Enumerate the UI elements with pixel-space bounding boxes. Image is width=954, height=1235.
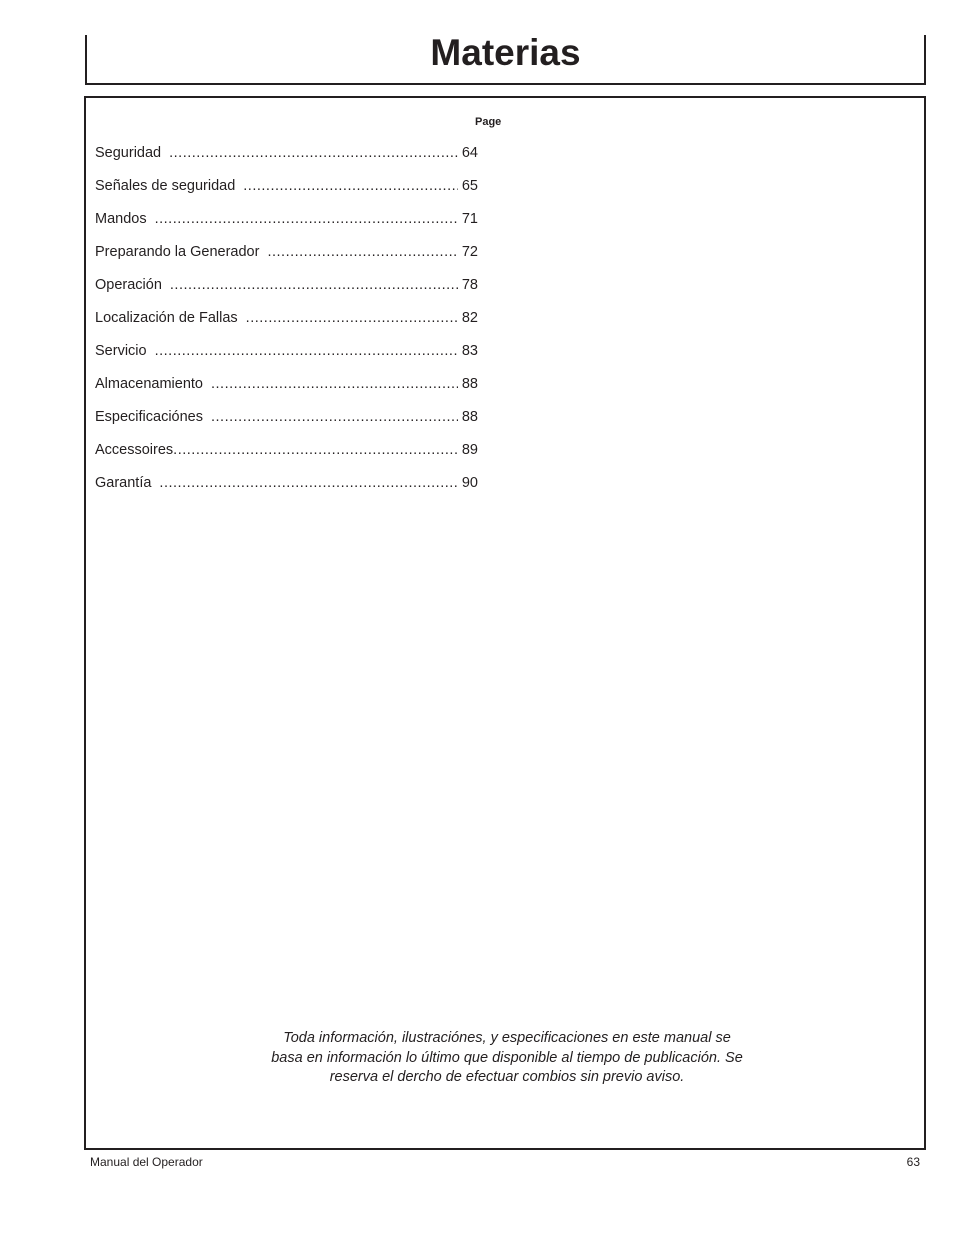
leader-dots (267, 242, 457, 262)
toc-entry-label: Preparando la Generador (95, 244, 260, 260)
leader-dots (173, 440, 458, 460)
toc-entry-label: Mandos (95, 211, 147, 227)
leader-dots (155, 209, 458, 229)
footer-manual-name: Manual del Operador (90, 1155, 203, 1169)
toc-entry-label: Especificaciónes (95, 409, 203, 425)
toc-entry-label: Señales de seguridad (95, 178, 236, 194)
leader-dots (211, 374, 458, 394)
toc-entry-page: 64 (461, 145, 478, 161)
leader-dots (170, 275, 458, 295)
toc-entry-page: 65 (461, 178, 478, 194)
toc-entry-label: Accessoires (95, 442, 174, 458)
toc-entry[interactable] (95, 473, 478, 506)
toc-entry-page: 78 (461, 277, 478, 293)
toc-entry-label: Garantía (95, 475, 152, 491)
disclaimer-line: Toda información, ilustraciónes, y especificaciones en este manual se (283, 1030, 731, 1046)
page-column-header: Page (475, 116, 502, 128)
toc-entry-page: 71 (461, 211, 478, 227)
toc-entry-label: Servicio (95, 343, 147, 359)
toc-entry[interactable] (95, 341, 478, 374)
toc-entry[interactable] (95, 440, 478, 473)
disclaimer-note (230, 1029, 784, 1088)
toc-entry[interactable] (95, 176, 478, 209)
toc-entry[interactable] (95, 308, 478, 341)
toc-entry[interactable] (95, 407, 478, 440)
toc-entry[interactable] (95, 143, 478, 176)
leader-dots (243, 176, 458, 196)
toc-entry-label: Almacenamiento (95, 376, 203, 392)
toc-entry[interactable] (95, 374, 478, 407)
leader-dots (155, 341, 458, 361)
leader-dots (246, 308, 458, 328)
leader-dots (159, 473, 457, 493)
toc-entry[interactable] (95, 209, 478, 242)
leader-dots (211, 407, 458, 427)
toc-entry-page: 88 (461, 409, 478, 425)
toc-entry-page: 88 (461, 376, 478, 392)
toc-entry-label: Localización de Fallas (95, 310, 238, 326)
leader-dots (169, 143, 458, 163)
disclaimer-line: basa en información lo último que disponible al tiempo de publicación. Se (271, 1049, 743, 1066)
table-of-contents (95, 143, 478, 506)
toc-entry-page: 72 (461, 244, 478, 260)
disclaimer-line: reserva el dercho de efectuar combios sin previo aviso. (329, 1069, 685, 1085)
toc-entry-label: Seguridad (95, 145, 162, 161)
toc-entry[interactable] (95, 275, 478, 308)
title-banner (85, 32, 926, 85)
footer-page-number: 63 (906, 1155, 920, 1169)
toc-entry-page: 89 (461, 442, 478, 458)
toc-entry-label: Operación (95, 277, 162, 293)
toc-entry-page: 90 (461, 475, 478, 491)
toc-entry-page: 82 (461, 310, 478, 326)
toc-entry[interactable] (95, 242, 478, 275)
page-title: Materias (430, 32, 581, 73)
toc-entry-page: 83 (461, 343, 478, 359)
